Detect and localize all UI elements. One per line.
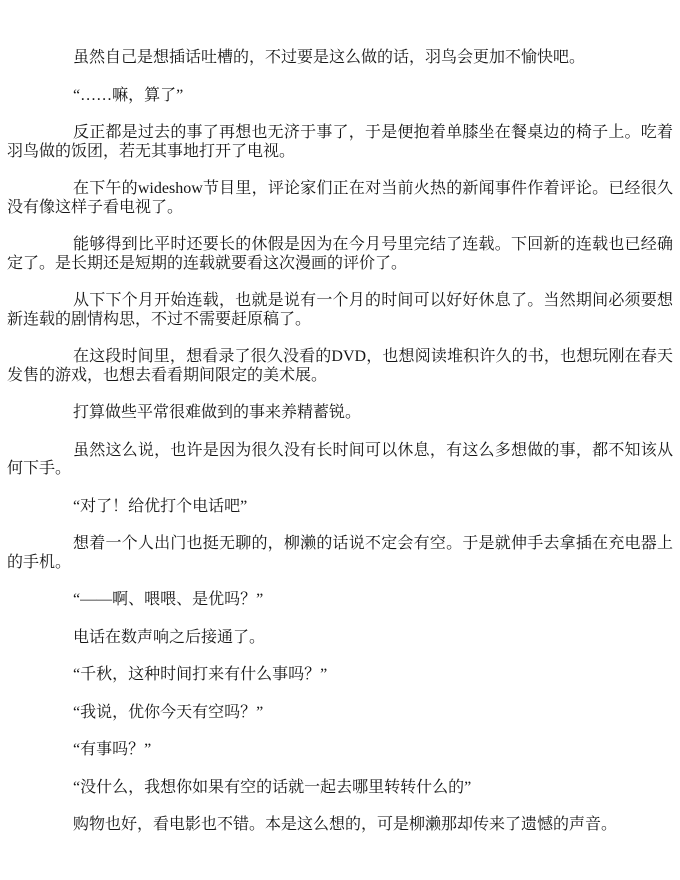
paragraph-dialogue: “对了！给优打个电话吧” (73, 497, 248, 515)
paragraph: 购物也好，看电影也不错。本是这么想的，可是柳濑那却传来了遗憾的声音。 (73, 816, 618, 833)
paragraph-dialogue: “我说，优你今天有空吗？” (73, 703, 264, 721)
paragraph: 从下下个月开始连载，也就是说有一个月的时间可以好好休息了。当然期间必须要想新连载的剧情构思，不过不需要赶原稿了。 (7, 292, 673, 328)
paragraph-dialogue: “没什么，我想你如果有空的话就一起去哪里转转什么的” (73, 778, 472, 796)
paragraph: 电话在数声响之后接通了。 (73, 628, 266, 646)
paragraph-dialogue: “千秋，这种时间打来有什么事吗？” (73, 666, 328, 683)
paragraph: 在下午的wideshow节目里，评论家们正在对当前火热的新闻事件作着评论。已经很久没有像这样子看电视了。 (7, 180, 673, 216)
paragraph: 反正都是过去的事了再想也无济于事了，于是便抱着单膝坐在餐桌边的椅子上。吃着羽鸟做的饭团，若无其事地打开了电视。 (7, 124, 673, 160)
paragraph: 在这段时间里，想看录了很久没看的DVD，也想阅读堆积许久的书，也想玩刚在春天发售的游戏，也想去看看期间限定的美术展。 (7, 348, 673, 384)
paragraph: 能够得到比平时还要长的休假是因为在今月号里完结了连载。下回新的连载也已经确定了。是长期还是短期的连载就要看这次漫画的评价了。 (7, 236, 673, 272)
paragraph: 虽然自己是想插话吐槽的，不过要是这么做的话，羽鸟会更加不愉快吧。 (73, 49, 586, 66)
paragraph-dialogue: “——啊、喂喂、是优吗？” (73, 591, 264, 608)
paragraph-dialogue: “……嘛，算了” (73, 86, 184, 104)
paragraph-dialogue: “有事吗？” (73, 741, 152, 758)
paragraph: 打算做些平常很难做到的事来养精蓄锐。 (73, 404, 362, 421)
paragraph: 想着一个人出门也挺无聊的，柳濑的话说不定会有空。于是就伸手去拿插在充电器上的手机。 (7, 535, 673, 571)
paragraph: 虽然这么说，也许是因为很久没有长时间可以休息，有这么多想做的事，都不知该从何下手。 (7, 441, 673, 477)
